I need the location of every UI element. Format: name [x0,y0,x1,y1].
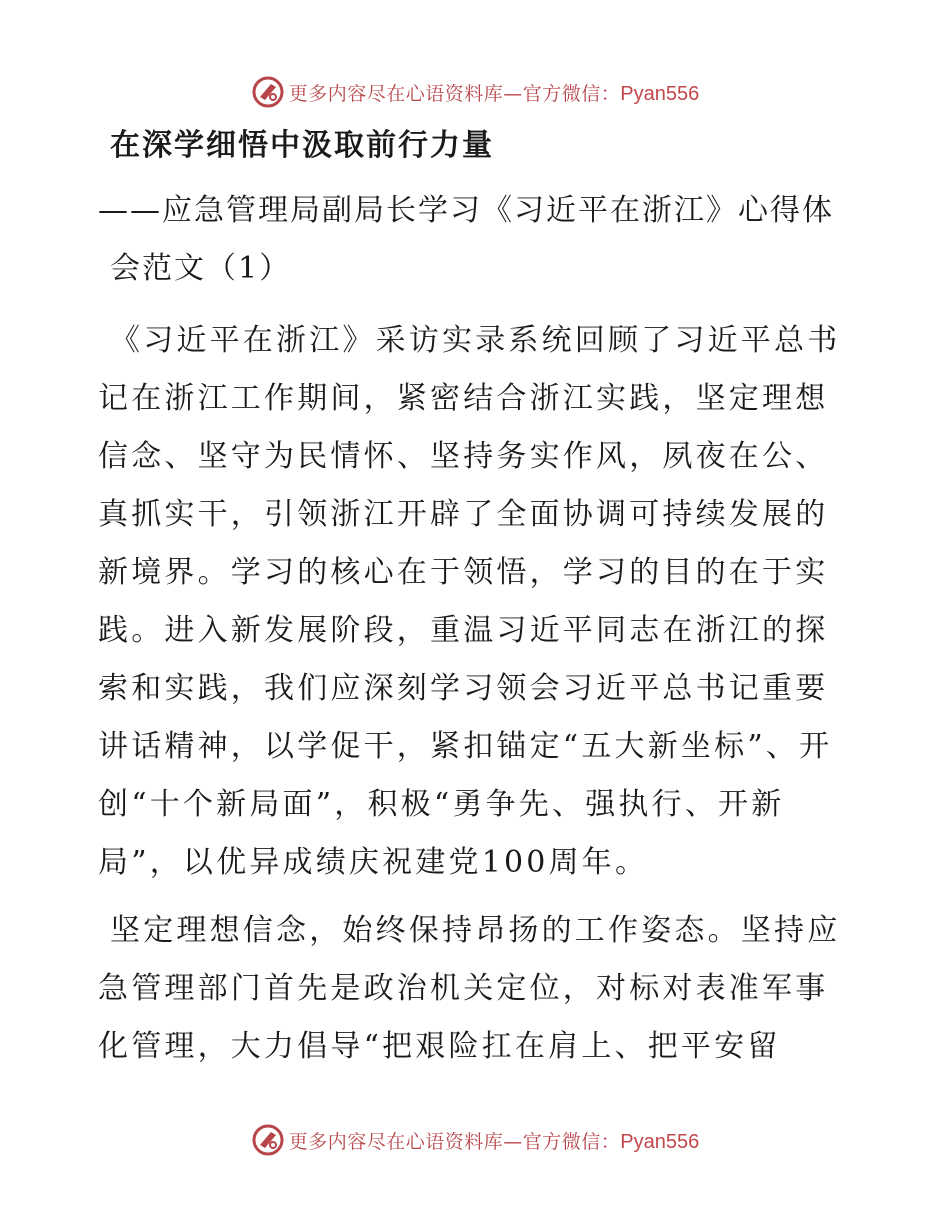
banner-wechat-id: Pyan556 [620,1130,700,1153]
banner-wechat-id: Pyan556 [620,82,700,105]
banner-text [289,1127,699,1154]
document-body [98,122,858,1076]
footer-watermark-banner [0,1120,950,1160]
brand-logo-icon [251,75,285,109]
banner-text-cn: 更多内容尽在心语资料库—官方微信： [288,82,621,105]
paragraph-1: 《习近平在浙江》采访实录系统回顾了习近平总书记在浙江工作期间，紧密结合浙江实践，坚定理想信念、坚守为民情怀、坚持务实作风，夙夜在公、真抓实干，引领浙江开辟了全面协调可持续发展的新境界。学习的核心在于领悟，学习的目的在于实践。进入新发展阶段，重温习近平同志在浙江的探索和实践，我们应深刻学习领会习近平总书记重要讲话精神，以学促干，紧扣锚定“五大新坐标”、开创“十个新局面”，积极“勇争先、强执行、开新局”，以优异成绩庆祝建党100周年。 [98,323,841,880]
banner-text-cn: 更多内容尽在心语资料库—官方微信： [288,1130,621,1153]
document-subtitle: ——应急管理局副局长学习《习近平在浙江》心得体会范文（1） [98,193,834,286]
banner-text [289,79,699,106]
header-watermark-banner [0,72,950,112]
paragraph-2: 坚定理想信念，始终保持昂扬的工作姿态。坚持应急管理部门首先是政治机关定位，对标对表准军事化管理，大力倡导“把艰险扛在肩上、把平安留 [98,913,841,1064]
document-title: 在深学细悟中汲取前行力量 [110,128,494,163]
brand-logo-icon [251,1123,285,1157]
